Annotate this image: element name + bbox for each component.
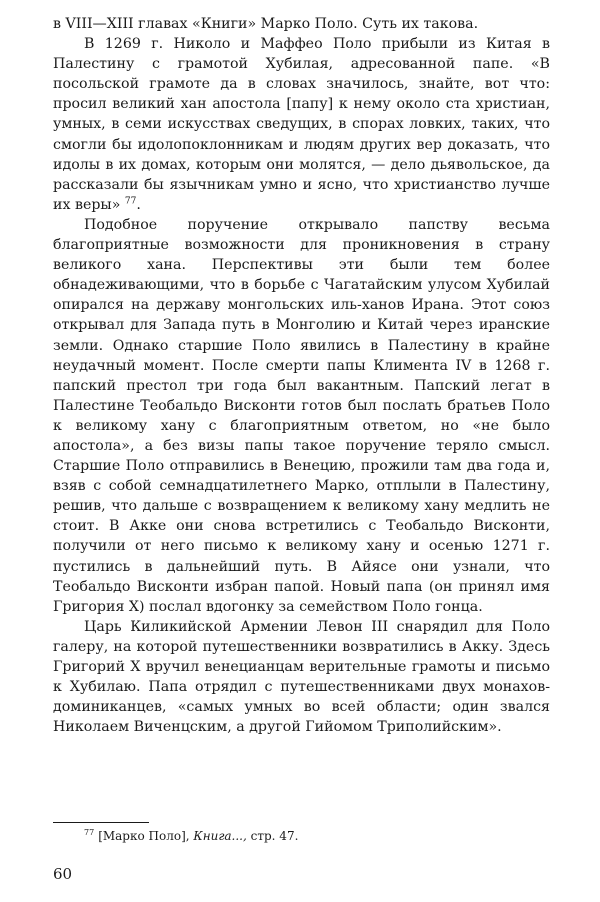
paragraph-3: [53, 215, 550, 617]
footnote-author: [Марко Поло],: [98, 829, 190, 843]
page-body: [53, 14, 550, 737]
paragraph-2-text: В 1269 г. Николо и Маффео Поло прибыли из Китая в Палестину с грамотой Хубилая, адресованной папе. «В посольской грамоте да в словах значилось, знайте, вот что: просил великий хан апостола [папу] к нему около ста христиан, умных, в семи искусствах сведущих, в спорах ловких, таких, что смогли бы идолопоклонникам и людям других вер доказать, что идолы в их домах, которым они молятся, — дело дьявольское, да рассказали бы язычникам умно и ясно, что христианство лучше их веры»: [53, 36, 550, 213]
paragraph-3-text: Подобное поручение открывало папству весьма благоприятные возможности для проникновения в страну великого хана. Перспективы эти были тем более обнадеживающими, что в борьбе с Чагатайским улусом Хубилай опирался на державу монгольских иль-ханов Ирана. Этот союз открывал для Запада путь в Монголию и Китай через иранские земли. Однако старшие Поло явились в Палестину в крайне неудачный момент. После смерти папы Климента IV в 1268 г. папский престол три года был вакантным. Папский легат в Палестине Теобальдо Висконти готов был послать братьев Поло к великому хану с благоприятным ответом, но «не было апостола», а без визы папы такое поручение теряло смысл. Старшие Поло отправились в Венецию, прожили там два года и, взяв с собой семнадцатилетнего Марко, отплыли в Палестину, решив, что дальше с возвращением к великому хану медлить не стоит. В Акке они снова встретились с Теобальдо Висконти, получили от него письмо к великому хану и осенью 1271 г. пустились в дальнейший путь. В Айясе они узнали, что Теобальдо Висконти избран папой. Новый папа (он принял имя Григория X) послал вдогонку за семейством Поло гонца.: [53, 216, 550, 615]
footnote-title: Книга...,: [193, 829, 247, 843]
main-text: [53, 14, 550, 737]
footnote-divider: [53, 822, 149, 823]
paragraph-1: [53, 14, 550, 34]
paragraph-4-text: Царь Киликийской Армении Левон III снарядил для Поло галеру, на которой путешественники возвратились в Акку. Здесь Григорий X вручил венецианцам верительные грамоты и письмо к Хубилаю. Папа отрядил с путешественниками двух монахов-доминиканцев, «самых умных во всей области; один звался Николаем Виченцским, а другой Гийомом Триполийским».: [53, 618, 550, 736]
page-number: 60: [53, 865, 73, 883]
footnote-77: [84, 828, 298, 844]
footnote-number: 77: [84, 828, 95, 837]
paragraph-4: [53, 617, 550, 738]
footnote-page: стр. 47.: [250, 829, 299, 843]
paragraph-2: В 1269 г. Николо и Маффео Поло прибыли из Китая в Палестину с грамотой Хубилая, адресованной папе. «В посольской грамоте да в словах значилось, знайте, вот что: просил великий хан апостола [папу] к нему около ста христиан, умных, в семи искусствах сведущих, в спорах ловких, таких, что смогли бы идолопоклонникам и людям других вер доказать, что идолы в их домах, которым они молятся, — дело дьявольское, да рассказали бы язычникам умно и ясно, что христианство лучше их веры» $^{77}$.: [53, 36, 550, 213]
paragraph-1-text: в VIII—XIII главах «Книги» Марко Поло. Суть их такова.: [53, 16, 479, 32]
footnote-ref-77: 77: [124, 196, 137, 207]
